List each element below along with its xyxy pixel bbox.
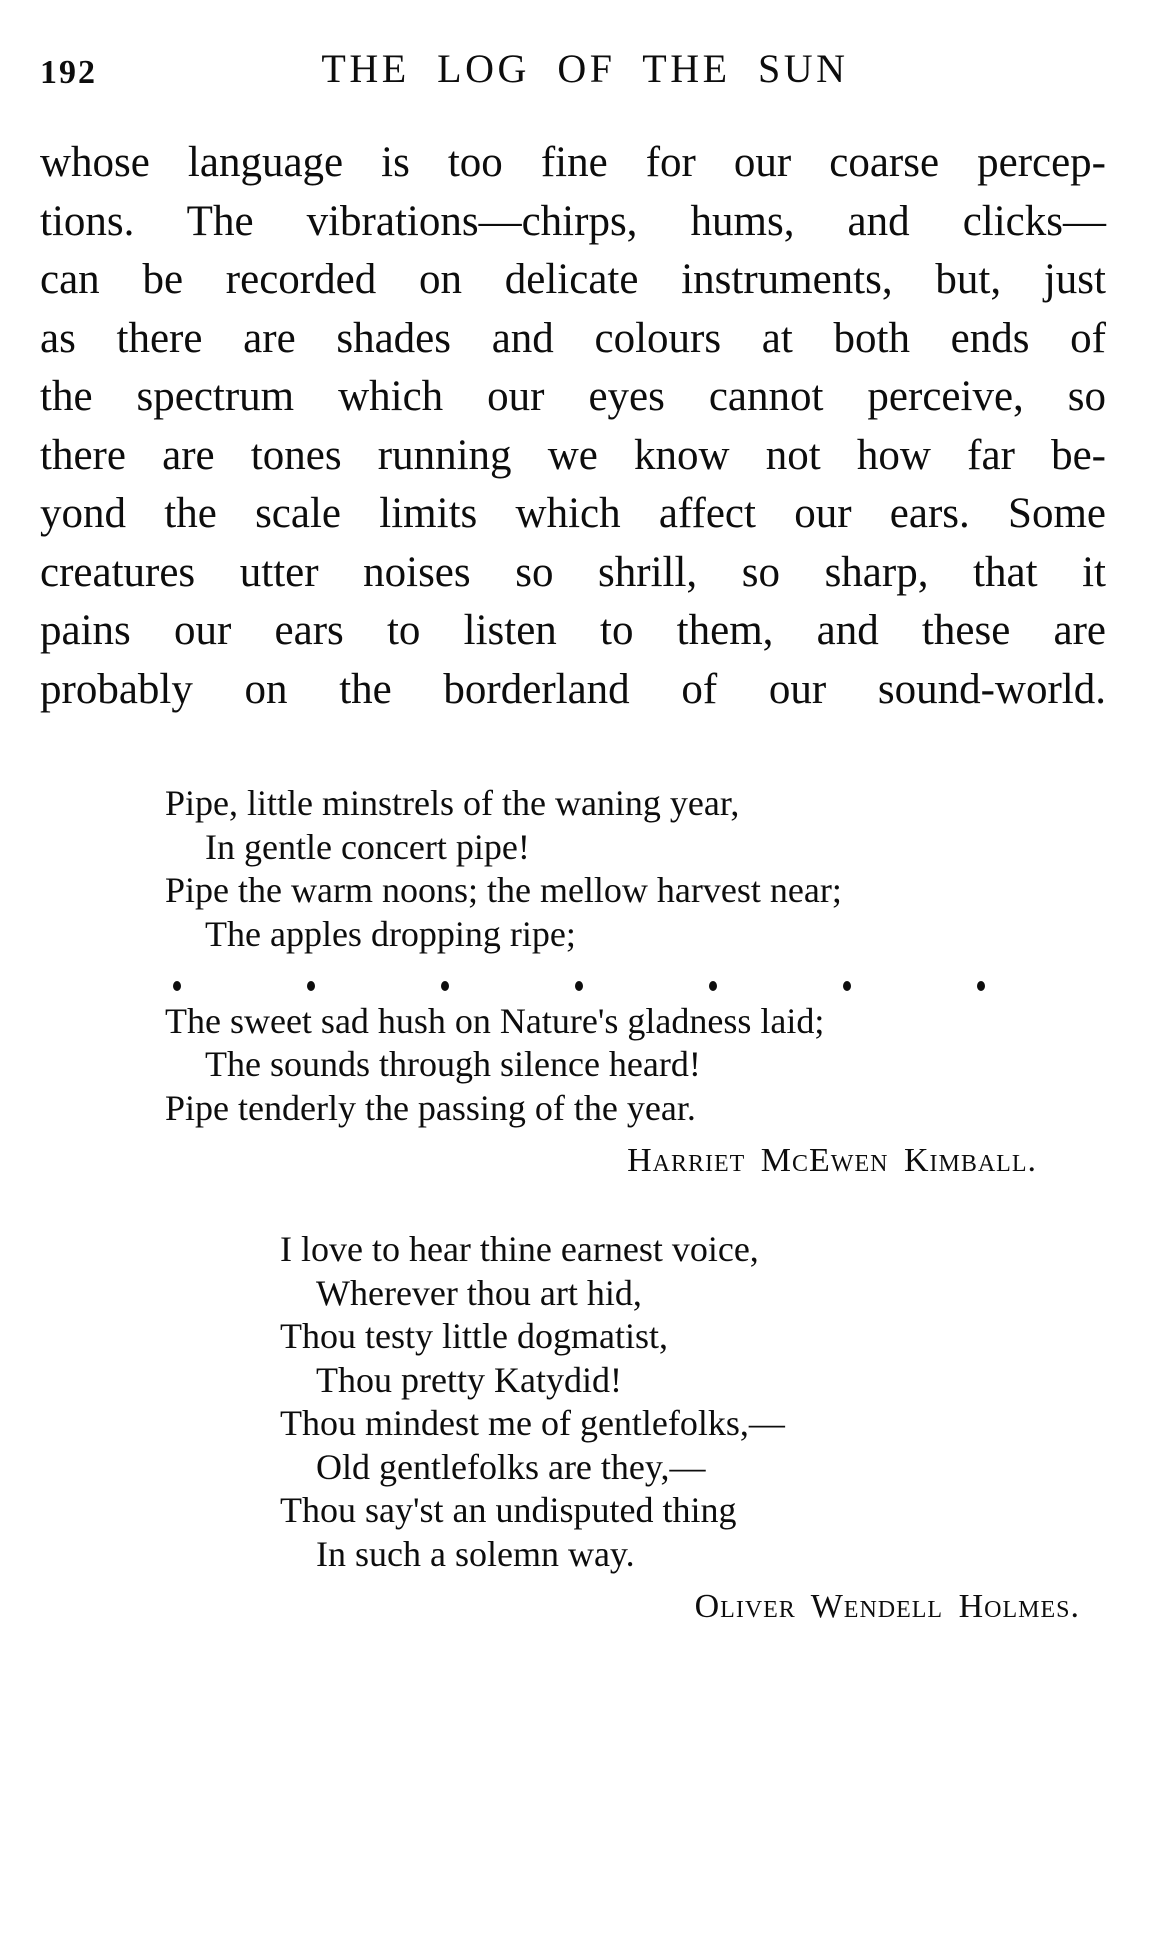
poem-line: Thou pretty Katydid!	[316, 1359, 622, 1400]
poem-holmes	[280, 1228, 1080, 1629]
poem-line: Pipe the warm noons; the mellow harvest near;	[165, 870, 842, 910]
paragraph-line: tions. The vibrations—chirps, hums, and clicks—	[40, 197, 1106, 245]
poem-line: Thou mindest me of gentlefolks,—	[280, 1403, 785, 1443]
page-header	[40, 46, 1106, 92]
paragraph-line: creatures utter noises so shrill, so sharp, that it	[40, 548, 1106, 596]
page-number: 192	[40, 54, 97, 91]
separator-dot	[709, 981, 717, 991]
poem-attribution-kimball: Harriet McEwen Kimball.	[627, 1142, 1037, 1179]
poem-line: I love to hear thine earnest voice,	[280, 1229, 759, 1269]
poem-line: Old gentlefolks are they,—	[316, 1446, 706, 1487]
running-title: THE LOG OF THE SUN	[321, 46, 849, 91]
separator-dot	[307, 981, 315, 991]
separator-dot	[173, 981, 181, 991]
poem-line: The apples dropping ripe;	[205, 913, 576, 954]
paragraph-line: the spectrum which our eyes cannot perceive, so	[40, 373, 1106, 420]
separator-dot	[575, 981, 583, 991]
poem-attribution-holmes: Oliver Wendell Holmes.	[694, 1588, 1080, 1625]
poem-line: The sounds through silence heard!	[205, 1044, 701, 1084]
stanza-separator-dots	[173, 956, 985, 1000]
paragraph-line: pains our ears to listen to them, and these are	[40, 607, 1106, 654]
separator-dot	[843, 981, 851, 991]
poem-line: In such a solemn way.	[316, 1533, 635, 1574]
poem-kimball	[165, 782, 1037, 1183]
paragraph-line: there are tones running we know not how far be-	[40, 431, 1106, 479]
poem-line: Thou say'st an undisputed thing	[280, 1490, 737, 1530]
main-paragraph	[40, 134, 1106, 719]
poem-line: Thou testy little dogmatist,	[280, 1316, 668, 1356]
poem-line: Pipe tenderly the passing of the year.	[165, 1087, 696, 1128]
separator-dot	[977, 981, 985, 991]
poem-line: The sweet sad hush on Nature's gladness laid;	[165, 1000, 825, 1041]
separator-dot	[441, 981, 449, 991]
paragraph-line: as there are shades and colours at both ends of	[40, 314, 1106, 362]
paragraph-line: probably on the borderland of our sound-world.	[40, 665, 1106, 713]
paragraph-line: can be recorded on delicate instruments, but, just	[40, 256, 1106, 303]
paragraph-line: whose language is too fine for our coarse percep-	[40, 139, 1106, 186]
poem-line: In gentle concert pipe!	[205, 826, 530, 867]
poem-line: Wherever thou art hid,	[316, 1272, 642, 1313]
paragraph-line: yond the scale limits which affect our ears. Some	[40, 490, 1106, 537]
poem-line: Pipe, little minstrels of the waning year,	[165, 783, 740, 823]
